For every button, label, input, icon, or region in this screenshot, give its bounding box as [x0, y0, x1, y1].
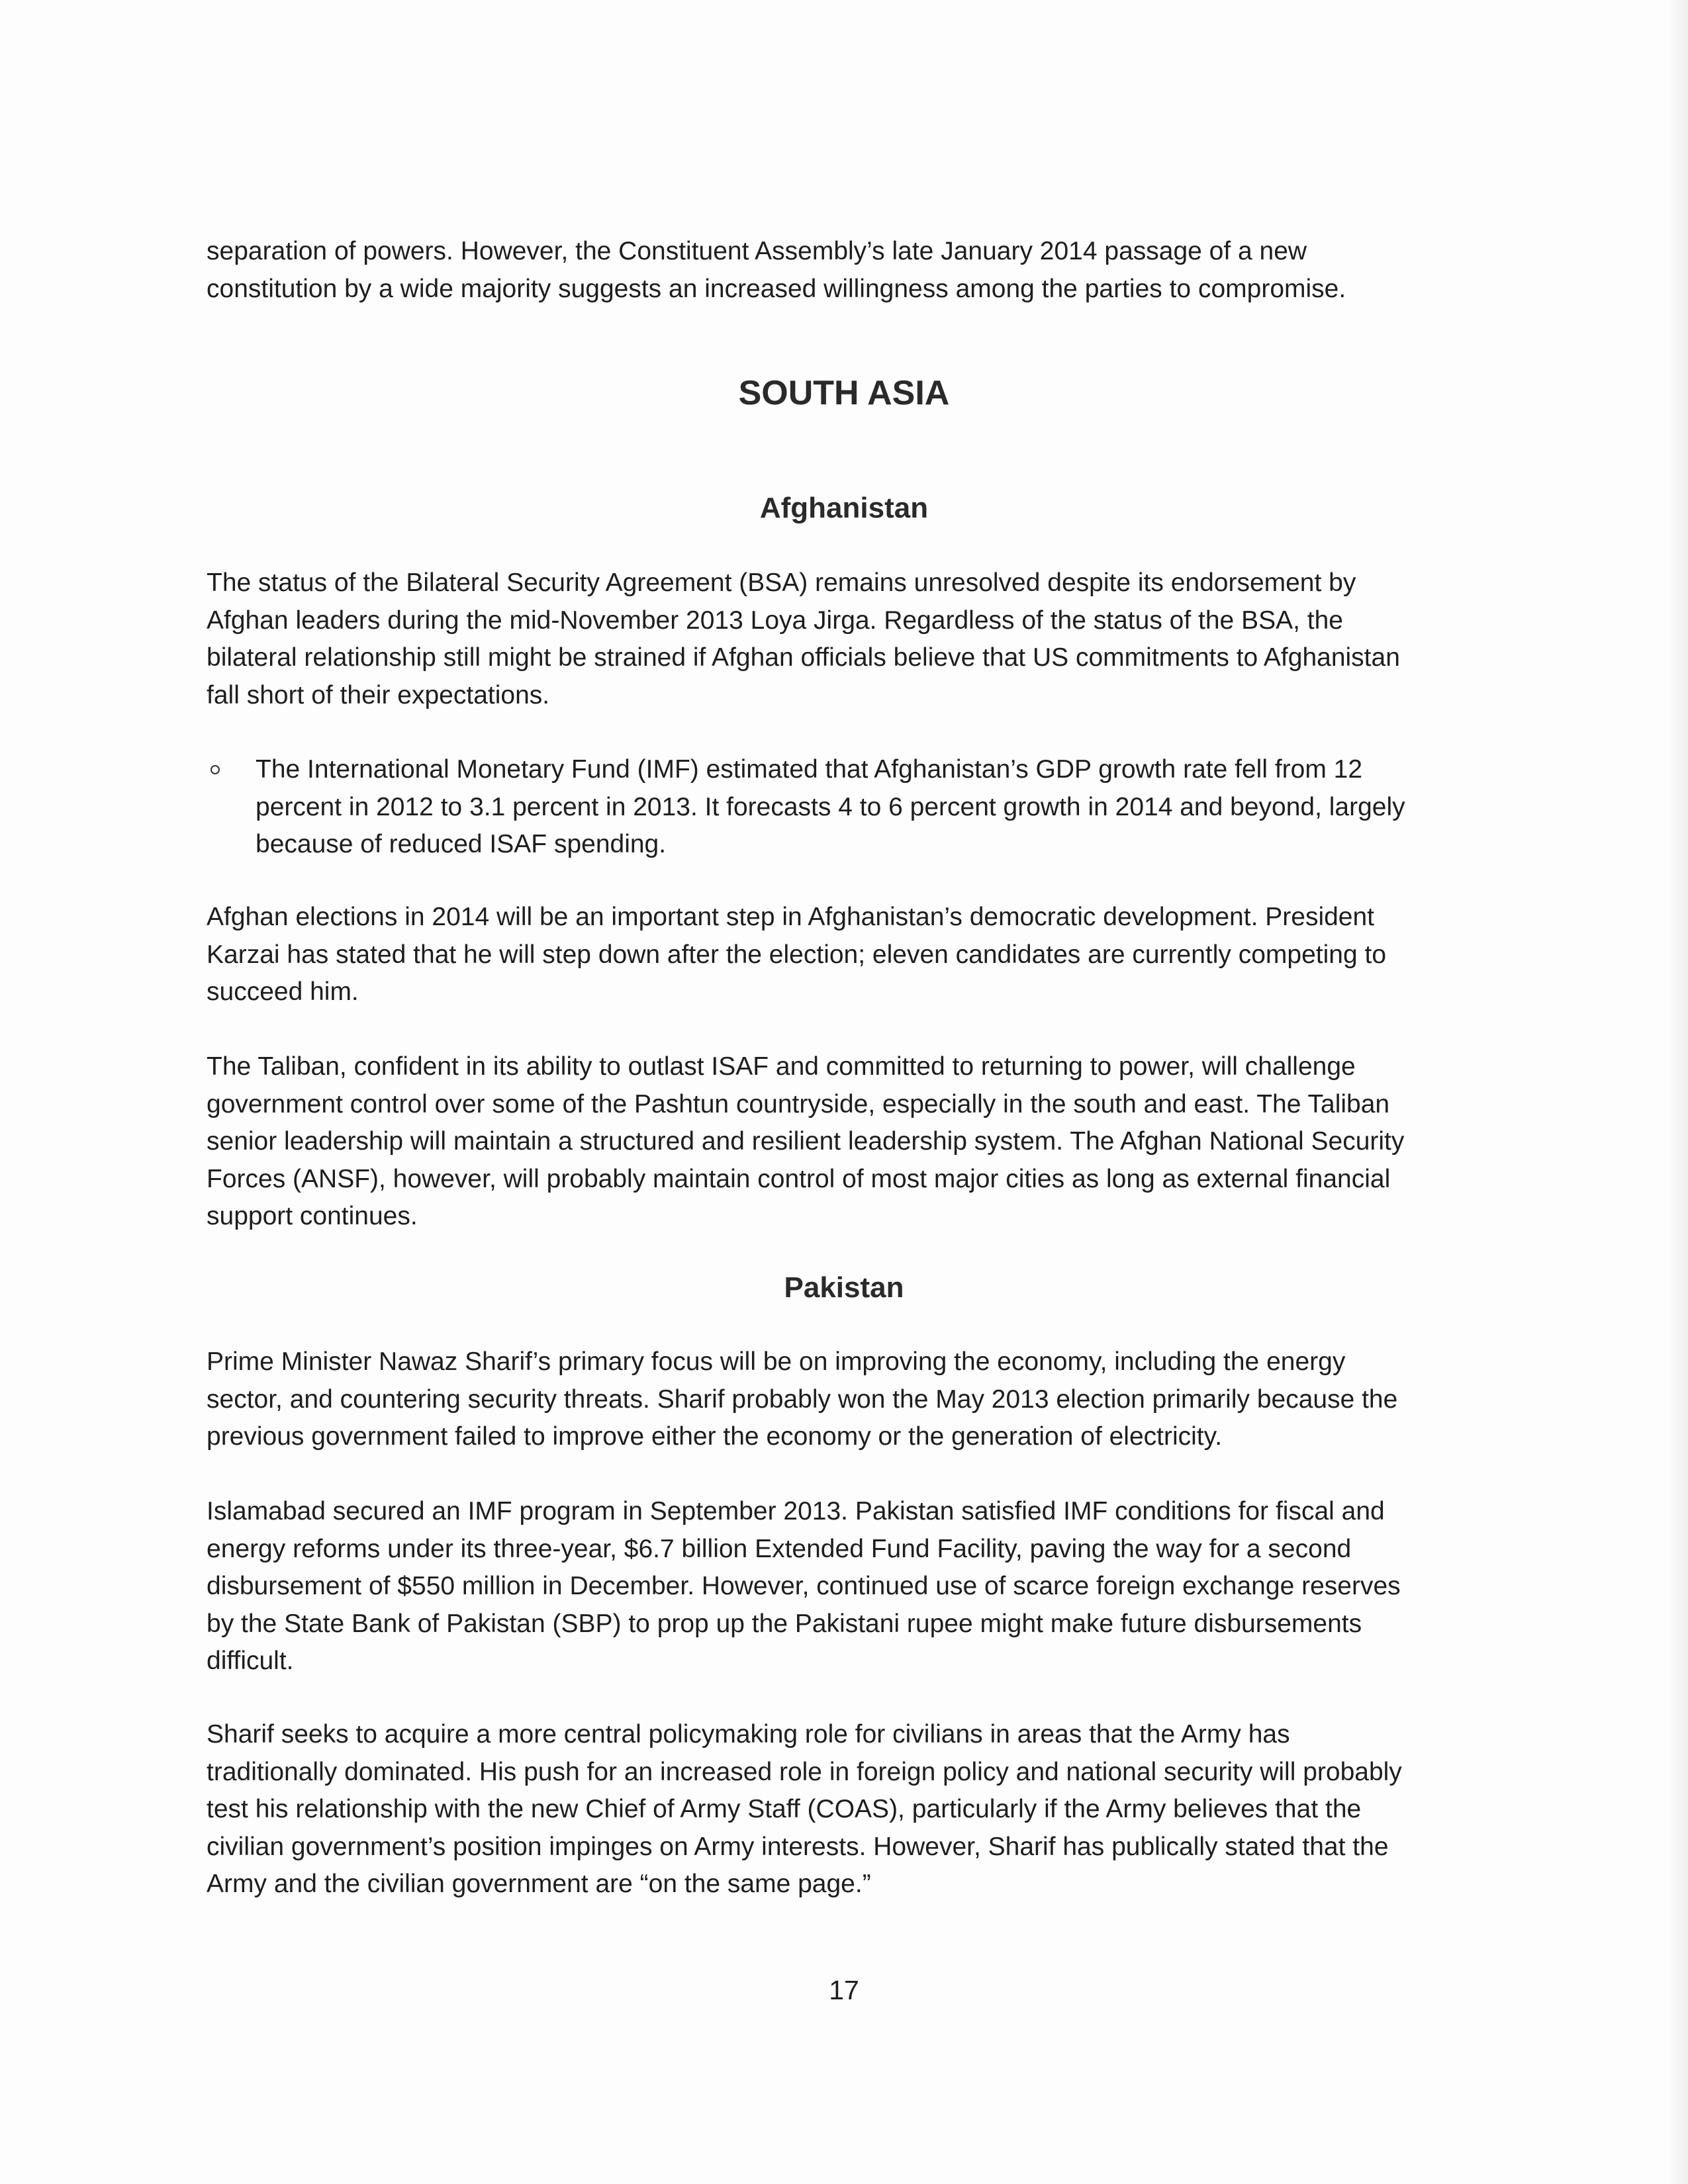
- text-line: senior leadership will maintain a structured and resilient leadership system. The Afghan National Security: [207, 1127, 1405, 1156]
- pakistan-paragraph-2: [207, 1493, 1464, 1680]
- text-line: support continues.: [207, 1202, 418, 1230]
- pakistan-paragraph-1: [207, 1343, 1464, 1456]
- text-line: The status of the Bilateral Security Agreement (BSA) remains unresolved despite its endorsement by: [207, 569, 1356, 597]
- text-line: Islamabad secured an IMF program in September 2013. Pakistan satisfied IMF conditions for fiscal and: [207, 1497, 1385, 1525]
- text-line: Army and the civilian government are “on the same page.”: [207, 1870, 871, 1898]
- text-line: Forces (ANSF), however, will probably maintain control of most major cities as long as external financial: [207, 1164, 1391, 1193]
- text-line: percent in 2012 to 3.1 percent in 2013. It forecasts 4 to 6 percent growth in 2014 and beyond, largely: [256, 792, 1405, 821]
- text-line: separation of powers. However, the Constituent Assembly’s late January 2014 passage of a new: [207, 237, 1307, 265]
- text-line: fall short of their expectations.: [207, 680, 550, 709]
- text-line: previous government failed to improve either the economy or the generation of electricity.: [207, 1422, 1223, 1451]
- heading-afghanistan: Afghanistan: [759, 492, 929, 524]
- text-line: government control over some of the Pashtun countryside, especially in the south and east. The Taliban: [207, 1089, 1390, 1118]
- text-line: test his relationship with the new Chief of Army Staff (COAS), particularly if the Army believes that the: [207, 1795, 1362, 1823]
- text-line: because of reduced ISAF spending.: [256, 830, 667, 858]
- bullet-icon: [211, 765, 220, 774]
- afghanistan-paragraph-3: [207, 1048, 1464, 1236]
- text-line: difficult.: [207, 1647, 294, 1675]
- text-line: Afghan elections in 2014 will be an important step in Afghanistan’s democratic development. President: [207, 903, 1375, 931]
- text-line: energy reforms under its three-year, $6.7 billion Extended Fund Facility, paving the way for a second: [207, 1534, 1352, 1563]
- text-line: The Taliban, confident in its ability to outlast ISAF and committed to returning to power, will challenge: [207, 1052, 1356, 1081]
- section-title: SOUTH ASIA: [738, 374, 950, 412]
- afghanistan-paragraph-1: [207, 565, 1464, 714]
- text-line: succeed him.: [207, 978, 359, 1006]
- text-line: Karzai has stated that he will step down after the election; eleven candidates are currently competing to: [207, 940, 1387, 969]
- text-line: Afghan leaders during the mid-November 2013 Loya Jirga. Regardless of the status of the BSA, the: [207, 606, 1343, 635]
- text-line: traditionally dominated. His push for an increased role in foreign policy and national security will probably: [207, 1757, 1402, 1786]
- text-line: civilian government’s position impinges on Army interests. However, Sharif has publically stated that the: [207, 1832, 1389, 1861]
- heading-pakistan: Pakistan: [784, 1271, 904, 1304]
- text-line: disbursement of $550 million in December. However, continued use of scarce foreign exchange reserves: [207, 1572, 1401, 1600]
- text-line: constitution by a wide majority suggests an increased willingness among the parties to compromise.: [207, 274, 1346, 303]
- afghanistan-bullet-imf: [256, 751, 1513, 864]
- text-line: sector, and countering security threats. Sharif probably won the May 2013 election primarily because the: [207, 1385, 1398, 1414]
- page-number: 17: [829, 1975, 859, 2005]
- text-line: bilateral relationship still might be strained if Afghan officials believe that US commitments to Afghanistan: [207, 643, 1400, 672]
- paragraph-continued: [207, 233, 1464, 308]
- afghanistan-paragraph-2: [207, 899, 1464, 1011]
- text-line: Prime Minister Nawaz Sharif’s primary focus will be on improving the economy, including the energy: [207, 1347, 1346, 1376]
- pakistan-paragraph-3: [207, 1716, 1464, 1903]
- page-edge-shadow: [1668, 0, 1688, 2184]
- text-line: Sharif seeks to acquire a more central policymaking role for civilians in areas that the Army has: [207, 1720, 1290, 1749]
- text-line: by the State Bank of Pakistan (SBP) to prop up the Pakistani rupee might make future disbursements: [207, 1609, 1362, 1638]
- text-line: The International Monetary Fund (IMF) estimated that Afghanistan’s GDP growth rate fell from 12: [256, 755, 1363, 784]
